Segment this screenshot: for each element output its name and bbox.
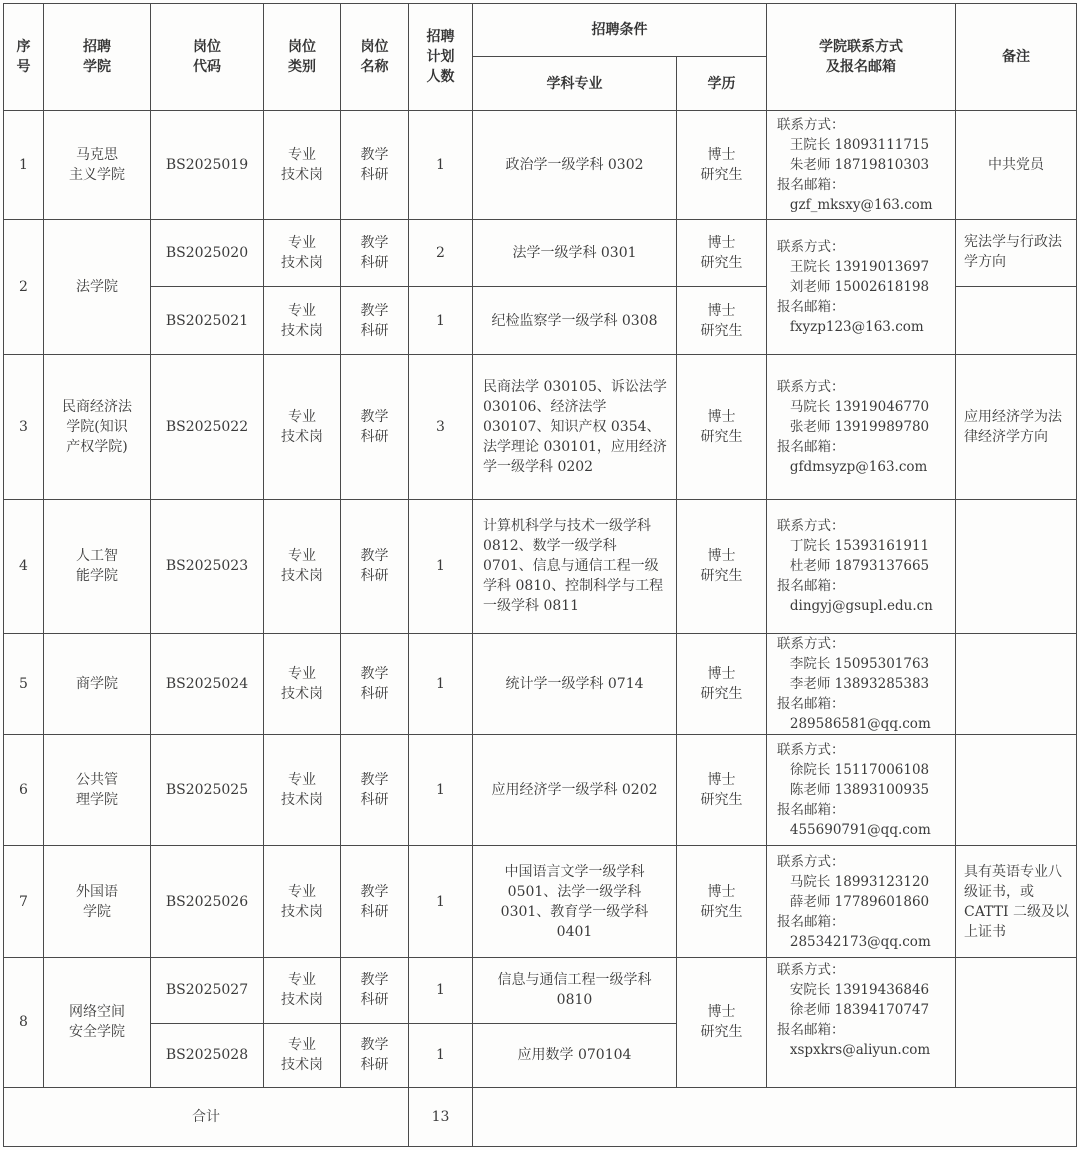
position-name-cell: 教学 科研	[341, 287, 409, 354]
college-cell: 外国语 学院	[44, 846, 151, 957]
category-cell: 专业 技术岗	[264, 220, 341, 287]
contact-cell: 联系方式： 王院长 18093111715 朱老师 18719810303 报名邮箱： gzf_mksxy@163.com	[767, 111, 956, 220]
position-name-cell: 教学 科研	[341, 846, 409, 957]
code-cell: BS2025027	[151, 957, 264, 1023]
total-empty	[473, 1087, 1077, 1146]
degree-cell: 博士 研究生	[677, 957, 767, 1087]
code-cell: BS2025028	[151, 1023, 264, 1087]
seq-cell: 8	[4, 957, 44, 1087]
count-cell: 1	[409, 287, 473, 354]
degree-cell: 博士 研究生	[677, 287, 767, 354]
table-row	[4, 220, 1077, 287]
category-cell: 专业 技术岗	[264, 1023, 341, 1087]
college-cell: 马克思 主义学院	[44, 111, 151, 220]
major-cell: 信息与通信工程一级学科 0810	[473, 957, 677, 1023]
remark-cell: 宪法学与行政法学方向	[956, 220, 1077, 287]
header-contact: 学院联系方式 及报名邮箱	[767, 4, 956, 111]
remark-cell	[956, 634, 1077, 735]
contact-cell: 联系方式： 马院长 13919046770 张老师 13919989780 报名邮箱： gfdmsyzp@163.com	[767, 354, 956, 499]
remark-cell: 具有英语专业八级证书，或 CATTI 二级及以上证书	[956, 846, 1077, 957]
table-row	[4, 735, 1077, 846]
code-cell: BS2025024	[151, 634, 264, 735]
position-name-cell: 教学 科研	[341, 1023, 409, 1087]
category-cell: 专业 技术岗	[264, 111, 341, 220]
code-cell: BS2025020	[151, 220, 264, 287]
contact-cell: 联系方式： 丁院长 15393161911 杜老师 18793137665 报名邮箱： dingyj@gsupl.edu.cn	[767, 499, 956, 633]
contact-cell: 联系方式： 安院长 13919436846 徐老师 18394170747 报名邮箱： xspxkrs@aliyun.com	[767, 957, 956, 1087]
total-count: 13	[409, 1087, 473, 1146]
college-cell: 人工智 能学院	[44, 499, 151, 633]
contact-cell: 联系方式： 李院长 15095301763 李老师 13893285383 报名邮箱： 289586581@qq.com	[767, 634, 956, 735]
position-name-cell: 教学 科研	[341, 735, 409, 846]
category-cell: 专业 技术岗	[264, 735, 341, 846]
degree-cell: 博士 研究生	[677, 499, 767, 633]
seq-cell: 4	[4, 499, 44, 633]
count-cell: 1	[409, 111, 473, 220]
code-cell: BS2025021	[151, 287, 264, 354]
major-cell: 中国语言文学一级学科 0501、法学一级学科 0301、教育学一级学科 0401	[473, 846, 677, 957]
count-cell: 1	[409, 1023, 473, 1087]
degree-cell: 博士 研究生	[677, 735, 767, 846]
header-major: 学科专业	[473, 57, 677, 111]
category-cell: 专业 技术岗	[264, 287, 341, 354]
header-degree: 学历	[677, 57, 767, 111]
table-row	[4, 957, 1077, 1023]
major-cell: 应用经济学一级学科 0202	[473, 735, 677, 846]
position-name-cell: 教学 科研	[341, 957, 409, 1023]
table-row	[4, 354, 1077, 499]
code-cell: BS2025022	[151, 354, 264, 499]
college-cell: 公共管 理学院	[44, 735, 151, 846]
remark-cell	[956, 957, 1077, 1087]
seq-cell: 3	[4, 354, 44, 499]
total-row	[4, 1087, 1077, 1146]
count-cell: 1	[409, 634, 473, 735]
header-name: 岗位 名称	[341, 4, 409, 111]
count-cell: 1	[409, 957, 473, 1023]
remark-cell	[956, 499, 1077, 633]
header-remark: 备注	[956, 4, 1077, 111]
count-cell: 1	[409, 499, 473, 633]
header-row-1	[4, 4, 1077, 57]
degree-cell: 博士 研究生	[677, 846, 767, 957]
major-cell: 纪检监察学一级学科 0308	[473, 287, 677, 354]
degree-cell: 博士 研究生	[677, 634, 767, 735]
table-row	[4, 634, 1077, 735]
position-name-cell: 教学 科研	[341, 220, 409, 287]
code-cell: BS2025025	[151, 735, 264, 846]
count-cell: 2	[409, 220, 473, 287]
table-row	[4, 111, 1077, 220]
degree-cell: 博士 研究生	[677, 111, 767, 220]
contact-cell: 联系方式： 徐院长 15117006108 陈老师 13893100935 报名邮箱： 455690791@qq.com	[767, 735, 956, 846]
college-cell: 法学院	[44, 220, 151, 354]
category-cell: 专业 技术岗	[264, 354, 341, 499]
code-cell: BS2025026	[151, 846, 264, 957]
code-cell: BS2025019	[151, 111, 264, 220]
major-cell: 政治学一级学科 0302	[473, 111, 677, 220]
header-conditions: 招聘条件	[473, 4, 767, 57]
contact-cell: 联系方式： 王院长 13919013697 刘老师 15002618198 报名邮箱： fxyzp123@163.com	[767, 220, 956, 354]
seq-cell: 2	[4, 220, 44, 354]
major-cell: 应用数学 070104	[473, 1023, 677, 1087]
header-college: 招聘 学院	[44, 4, 151, 111]
degree-cell: 博士 研究生	[677, 354, 767, 499]
recruitment-table	[3, 3, 1077, 1147]
code-cell: BS2025023	[151, 499, 264, 633]
college-cell: 网络空间 安全学院	[44, 957, 151, 1087]
remark-cell: 中共党员	[956, 111, 1077, 220]
remark-cell	[956, 287, 1077, 354]
position-name-cell: 教学 科研	[341, 634, 409, 735]
count-cell: 1	[409, 735, 473, 846]
position-name-cell: 教学 科研	[341, 354, 409, 499]
count-cell: 3	[409, 354, 473, 499]
seq-cell: 7	[4, 846, 44, 957]
major-cell: 法学一级学科 0301	[473, 220, 677, 287]
contact-cell: 联系方式： 马院长 18993123120 薛老师 17789601860 报名邮箱： 285342173@qq.com	[767, 846, 956, 957]
major-cell: 民商法学 030105、诉讼法学 030106、经济法学 030107、知识产权 0354、法学理论 030101，应用经济学一级学科 0202	[473, 354, 677, 499]
remark-cell: 应用经济学为法律经济学方向	[956, 354, 1077, 499]
category-cell: 专业 技术岗	[264, 499, 341, 633]
total-label: 合计	[4, 1087, 409, 1146]
college-cell: 民商经济法 学院(知识 产权学院)	[44, 354, 151, 499]
header-code: 岗位 代码	[151, 4, 264, 111]
header-count: 招聘 计划 人数	[409, 4, 473, 111]
seq-cell: 6	[4, 735, 44, 846]
header-category: 岗位 类别	[264, 4, 341, 111]
count-cell: 1	[409, 846, 473, 957]
table-row	[4, 846, 1077, 957]
major-cell: 统计学一级学科 0714	[473, 634, 677, 735]
major-cell: 计算机科学与技术一级学科 0812、数学一级学科 0701、信息与通信工程一级学科 0810、控制科学与工程一级学科 0811	[473, 499, 677, 633]
remark-cell	[956, 735, 1077, 846]
degree-cell: 博士 研究生	[677, 220, 767, 287]
category-cell: 专业 技术岗	[264, 846, 341, 957]
position-name-cell: 教学 科研	[341, 111, 409, 220]
seq-cell: 5	[4, 634, 44, 735]
table-row	[4, 499, 1077, 633]
category-cell: 专业 技术岗	[264, 634, 341, 735]
header-seq: 序 号	[4, 4, 44, 111]
position-name-cell: 教学 科研	[341, 499, 409, 633]
category-cell: 专业 技术岗	[264, 957, 341, 1023]
college-cell: 商学院	[44, 634, 151, 735]
seq-cell: 1	[4, 111, 44, 220]
